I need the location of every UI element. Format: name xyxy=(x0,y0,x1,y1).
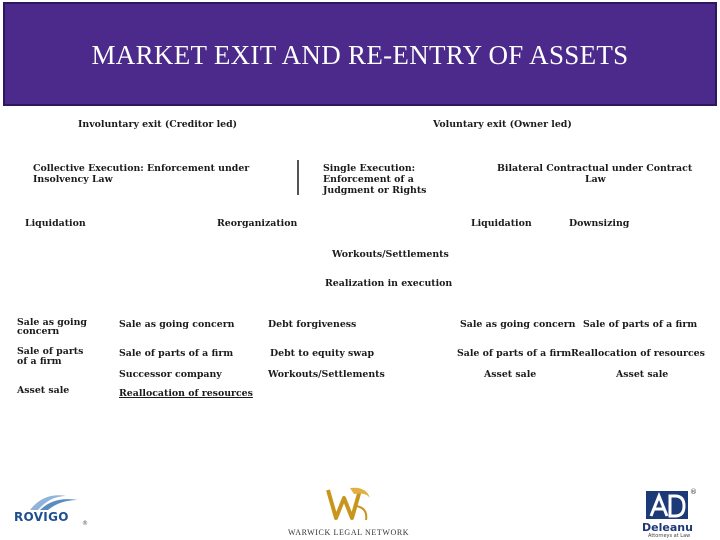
c3-debt-forgiveness: Debt forgiveness xyxy=(268,319,357,330)
c3-debt-equity-swap: Debt to equity swap xyxy=(270,348,375,359)
bilateral-line2: Law xyxy=(585,174,606,185)
c1-sale-going-concern-line1: Sale as going xyxy=(17,317,87,328)
single-execution-line2: Enforcement of a xyxy=(323,174,414,185)
divider-line xyxy=(297,160,299,195)
c5-asset-sale: Asset sale xyxy=(616,369,669,380)
c5-sale-parts: Sale of parts of a firm xyxy=(583,319,698,330)
warwick-logo xyxy=(326,484,374,528)
liquidation-right: Liquidation xyxy=(471,218,532,229)
c5-reallocation: Reallocation of resources xyxy=(571,348,705,359)
realization-in-execution: Realization in execution xyxy=(325,278,453,289)
c2-successor-company: Successor company xyxy=(119,369,222,380)
warwick-wordmark: WARWICK LEGAL NETWORK xyxy=(288,528,410,537)
warwick-w-icon xyxy=(326,484,374,524)
voluntary-exit-header: Voluntary exit (Owner led) xyxy=(433,119,572,130)
delearu-registered-mark: ® xyxy=(690,488,697,496)
single-execution-line1: Single Execution: xyxy=(323,163,416,174)
c1-sale-parts-line1: Sale of parts xyxy=(17,346,84,357)
involuntary-exit-header: Involuntary exit (Creditor led) xyxy=(78,119,238,130)
delearu-ad-icon xyxy=(645,490,689,520)
c1-sale-parts-line2: of a firm xyxy=(17,356,62,367)
rovigo-registered-mark: ® xyxy=(82,520,88,527)
liquidation-left: Liquidation xyxy=(25,218,86,229)
c1-asset-sale: Asset sale xyxy=(17,385,70,396)
bilateral-line1: Bilateral Contractual under Contract xyxy=(497,163,693,174)
collective-execution-line2: Insolvency Law xyxy=(33,174,113,185)
c4-asset-sale: Asset sale xyxy=(484,369,537,380)
c2-sale-parts: Sale of parts of a firm xyxy=(119,348,234,359)
c2-sale-going-concern: Sale as going concern xyxy=(119,319,235,330)
c2-reallocation: Reallocation of resources xyxy=(119,388,253,399)
c1-sale-going-concern-line2: concern xyxy=(17,326,60,337)
delearu-wordmark: Deleanu xyxy=(642,521,693,534)
collective-execution-line1: Collective Execution: Enforcement under xyxy=(33,163,250,174)
c3-workouts: Workouts/Settlements xyxy=(268,369,385,380)
c4-sale-parts: Sale of parts of a firm xyxy=(457,348,572,359)
title-bar xyxy=(3,2,717,106)
delearu-subtitle: Attorneys at Law xyxy=(648,533,691,539)
page-title: MARKET EXIT AND RE-ENTRY OF ASSETS xyxy=(91,40,629,70)
downsizing: Downsizing xyxy=(569,218,630,229)
rovigo-wordmark: ROVIGO xyxy=(14,510,69,524)
workouts-settlements: Workouts/Settlements xyxy=(332,249,449,260)
delearu-logo xyxy=(645,490,689,524)
single-execution-line3: Judgment or Rights xyxy=(323,185,427,196)
reorganization: Reorganization xyxy=(217,218,298,229)
c4-sale-going-concern: Sale as going concern xyxy=(460,319,576,330)
